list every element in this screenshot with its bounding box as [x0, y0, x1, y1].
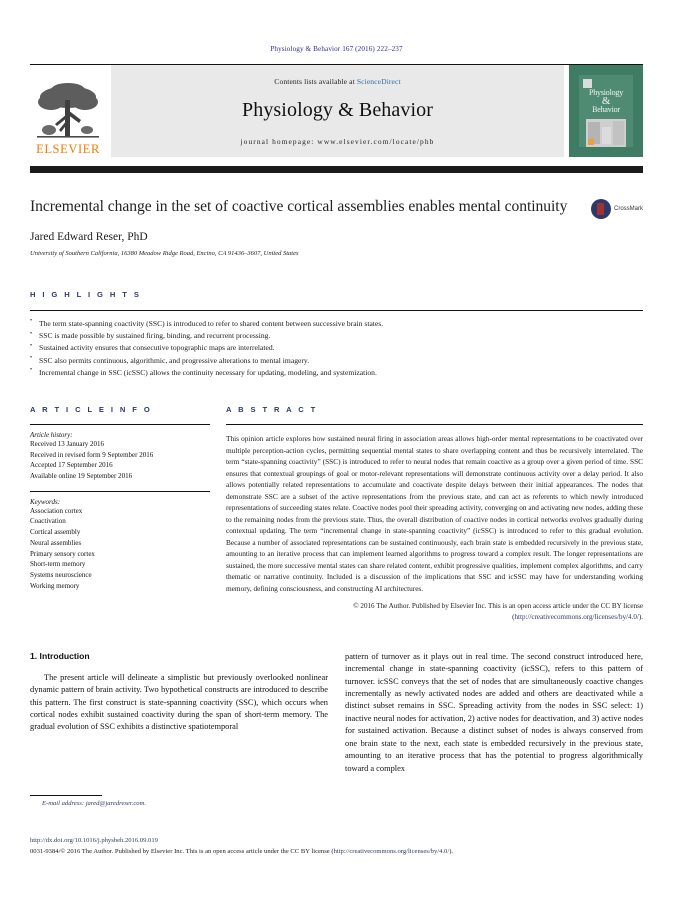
- footer-license-link[interactable]: http://creativecommons.org/licenses/by/4.0/: [333, 847, 450, 855]
- sciencedirect-link[interactable]: ScienceDirect: [356, 76, 401, 86]
- article-info-section: [30, 405, 226, 623]
- elsevier-wordmark: ELSEVIER: [36, 141, 100, 156]
- masthead-black-bar: [30, 166, 643, 173]
- highlights-list: [30, 318, 643, 379]
- contents-lists-line: [274, 77, 400, 86]
- issn-prefix: 0031-9384/© 2016 The Author. Published by Elsevier Inc. This is an open access article under the CC BY license (: [30, 847, 334, 855]
- keyword-item: Neural assemblies: [30, 538, 82, 547]
- author-list: Jared Edward Reser, PhD: [30, 230, 148, 243]
- intro-paragraph-left: The present article will delineate a simplistic but previously overlooked nonlinear dynamic pattern of brain activity. Two hypothetical constructs are introduced to describe this pattern. The first construct is state-spanning coactivity (SSC), which occurs when cortical nodes exhibit sustained coactivity during the span of short-term memory. The gradual evolution of SSC exhibits a distinctive spatiotemporal: [30, 672, 328, 732]
- highlights-section: [30, 290, 643, 379]
- body-column-left: [30, 651, 328, 775]
- keywords-group: [30, 498, 210, 592]
- journal-name: Physiology & Behavior: [242, 98, 433, 121]
- abstract-heading: A B S T R A C T: [226, 405, 318, 415]
- title-block: [30, 197, 643, 257]
- info-abstract-row: [30, 405, 643, 623]
- journal-cover-inner: [579, 75, 633, 147]
- email-address[interactable]: E-mail address: jared@jaredreser.com.: [42, 800, 146, 807]
- highlights-heading: H I G H L I G H T S: [30, 289, 142, 299]
- affiliation: University of Southern California, 16380 Meadow Ridge Road, Encino, CA 91436–3607, United States: [30, 249, 299, 257]
- cover-title-ampersand: &: [601, 95, 611, 108]
- list-item: • SSC also permits continuous, algorithmic, and progressive alterations to mental imagery.: [30, 355, 643, 367]
- contents-lists-prefix: Contents lists available at: [274, 76, 357, 86]
- copyright-text: © 2016 The Author. Published by Elsevier Inc. This is an open access article under the CC BY license (: [353, 602, 643, 622]
- keywords-divider: [30, 491, 210, 492]
- cover-photo: [586, 119, 626, 147]
- keyword-item: Primary sensory cortex: [30, 549, 95, 558]
- running-head: Physiology & Behavior 167 (2016) 222–237: [270, 45, 403, 53]
- title-text-group: [30, 197, 591, 257]
- list-item: • Incremental change in SSC (icSSC) allows the continuity necessary for updating, modeling, and systemization.: [30, 367, 643, 379]
- license-link[interactable]: http://creativecommons.org/licenses/by/4.0/: [514, 613, 639, 622]
- history-item: Available online 19 September 2016: [30, 472, 133, 481]
- keywords-label: Keywords:: [30, 497, 61, 506]
- doi-link[interactable]: http://dx.doi.org/10.1016/j.physbeh.2016.09.019: [30, 837, 158, 844]
- footnote-divider: [30, 795, 102, 796]
- history-item: Received in revised form 9 September 2016: [30, 450, 154, 459]
- cover-title: [589, 89, 623, 115]
- history-item: Accepted 17 September 2016: [30, 461, 113, 470]
- keyword-item: Association cortex: [30, 506, 83, 515]
- elsevier-tree-icon: [35, 80, 101, 142]
- section-heading-introduction: 1. Introduction: [30, 650, 90, 661]
- intro-paragraph-right: pattern of turnover as it plays out in real time. The second construct introduced here, incremental change in state-spanning coactivity (icSSC), refers to this pattern of turnover. icSSC conveys that the set of nodes that are simultaneously coactive changes incrementally as newly activated nodes are added and others are deactivated while a distinct subset remains in SSC. Spreading activity from the nodes in SSC select: 1) inactive neural nodes for activation, 2) active nodes for deactivation, and 3) active nodes for sustained activation. Because a distinct subset of nodes is always conserved from one brain state to the next, each state is embedded recursively in the previous state, amounting to an iterative process that has the potential to progress algorithmically toward a complex: [345, 651, 643, 773]
- keyword-item: Working memory: [30, 581, 80, 590]
- abstract-section: [226, 405, 643, 623]
- keyword-item: Coactivation: [30, 517, 66, 526]
- journal-masthead: [30, 64, 643, 157]
- issn-license-line: [30, 847, 643, 858]
- page-title: Incremental change in the set of coactive cortical assemblies enables mental continuity: [30, 198, 568, 215]
- copyright-tail: ).: [638, 613, 643, 622]
- cover-title-line1: Physiology: [588, 88, 623, 97]
- journal-cover-thumbnail: [569, 65, 643, 157]
- highlights-divider: [30, 310, 643, 311]
- crossmark-icon: [591, 199, 611, 219]
- crossmark-label: CrossMark: [613, 206, 643, 212]
- abstract-text: This opinion article explores how sustained neural firing in association areas allows high-order mental representations to be coactivated over multiple perception-action cycles, permitting sequential mental states to share overlapping content and thus be recursively interrelated. The term “state-spanning coactivity” (SSC) is introduced to refer to neural nodes that remain coactive as a group over a given period of time. SSC ensures that contextual groupings of goal or motor-relevant representations will demonstrate continuous activity over a delay period. It also allows potentially related representations to accumulate and coactivate despite delays between their initial appearances. The nodes that demonstrate SSC are a subset of the active representations from the previous state, and can act as referents to which newly introduced representations of succeeding states relate. Coactive nodes pool their spreading activity, converging on and activating new nodes, adding these to the remaining nodes from the previous state. Thus, the overall distribution of coactive nodes in cortical networks evolves gradually during contextual updating. The term “incremental change in state-spanning coactivity” (icSSC) is introduced to refer to this gradual evolution. Because a number of associated representations can be sustained continuously, each brain state is embedded recursively in the previous state, amounting to an iterative process that can implement learned algorithms to progress toward a complex result. The longer representations are sustained, the more successive mental states can share related content, exhibit progressive qualities, implement complex algorithms, and carry thematic or narrative continuity. Included is a discussion of the implications that SSC and icSSC may have for understanding working memory, defining consciousness, and constructing AI architectures.: [226, 434, 643, 593]
- abstract-copyright: [226, 601, 643, 622]
- keyword-item: Cortical assembly: [30, 528, 81, 537]
- article-info-heading: A R T I C L E I N F O: [30, 405, 153, 415]
- body-column-right: [345, 651, 643, 775]
- list-item: • Sustained activity ensures that consecutive topographic maps are interrelated.: [30, 342, 643, 354]
- body-columns: [30, 651, 643, 775]
- list-item: • SSC is made possible by sustained firing, binding, and recurrent processing.: [30, 330, 643, 342]
- abstract-divider: [226, 424, 643, 425]
- footnote-block: [30, 795, 320, 807]
- masthead-center: [111, 65, 564, 157]
- keyword-item: Short-term memory: [30, 560, 86, 569]
- article-info-divider: [30, 424, 210, 425]
- elsevier-logo: [30, 65, 106, 157]
- page-footer: [30, 836, 643, 857]
- issn-tail: ).: [449, 847, 454, 855]
- cover-elsevier-mark-icon: [583, 79, 592, 88]
- list-item: • The term state-spanning coactivity (SSC) is introduced to refer to shared content between successive brain states.: [30, 318, 643, 330]
- crossmark-badge-group[interactable]: [591, 199, 643, 219]
- journal-homepage-link[interactable]: journal homepage: www.elsevier.com/locate/phb: [240, 136, 435, 146]
- history-item: Received 13 January 2016: [30, 440, 105, 449]
- cover-title-line2: Behavior: [592, 105, 620, 115]
- article-history-group: [30, 431, 210, 482]
- keyword-item: Systems neuroscience: [30, 570, 92, 579]
- article-history-label: Article history:: [30, 431, 73, 440]
